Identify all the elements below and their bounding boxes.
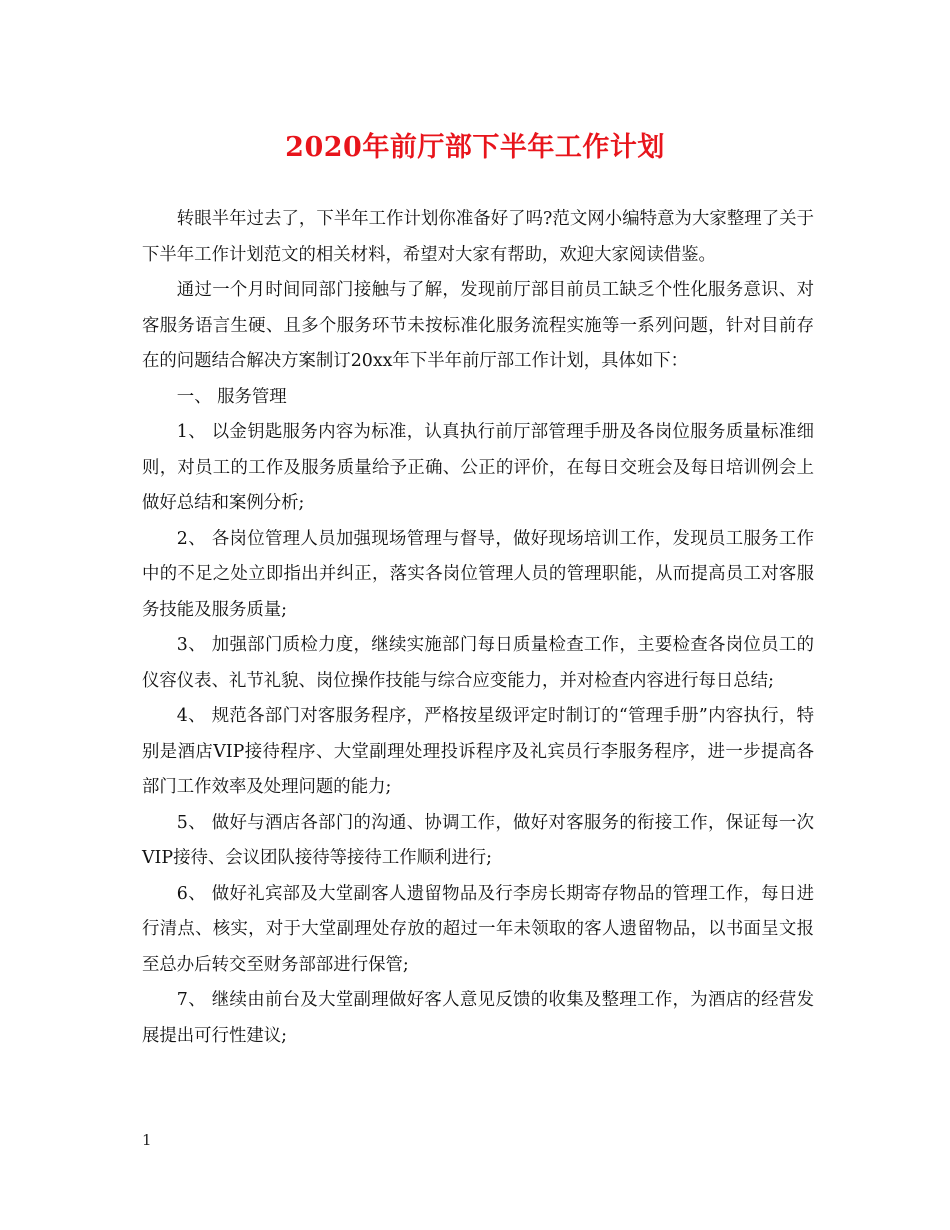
paragraph-intro: 转眼半年过去了，下半年工作计划你准备好了吗?范文网小编特意为大家整理了关于下半年工作计划范文的相关材料，希望对大家有帮助，欢迎大家阅读借鉴。 [142, 209, 814, 265]
list-item-7: 7、 继续由前台及大堂副理做好客人意见反馈的收集及整理工作，为酒店的经营发展提出可行性建议; [142, 990, 814, 1046]
paragraph-background: 通过一个月时间同部门接触与了解，发现前厅部目前员工缺乏个性化服务意识、对客服务语言生硬、且多个服务环节未按标准化服务流程实施等一系列问题，针对目前存在的问题结合解决方案制订20xx年下半年前厅部工作计划，具体如下： [142, 280, 814, 371]
section-heading-service-management: 一、 服务管理 [176, 386, 287, 407]
list-item-4: 4、 规范各部门对客服务程序，严格按星级评定时制订的“管理手册”内容执行，特别是酒店VIP接待程序、大堂副理处理投诉程序及礼宾员行李服务程序，进一步提高各部门工作效率及处理问题的能力; [142, 706, 814, 797]
document-title: 2020年前厅部下半年工作计划 [285, 132, 665, 163]
page-number: 1 [142, 1131, 152, 1149]
list-item-5: 5、 做好与酒店各部门的沟通、协调工作，做好对客服务的衔接工作，保证每一次VIP接待、会议团队接待等接待工作顺利进行; [142, 812, 814, 868]
list-item-2: 2、 各岗位管理人员加强现场管理与督导，做好现场培训工作，发现员工服务工作中的不足之处立即指出并纠正，落实各岗位管理人员的管理职能，从而提高员工对客服务技能及服务质量; [142, 528, 814, 620]
list-item-1: 1、 以金钥匙服务内容为标准，认真执行前厅部管理手册及各岗位服务质量标准细则，对员工的工作及服务质量给予正确、公正的评价，在每日交班会及每日培训例会上做好总结和案例分析; [142, 422, 814, 513]
document-body [142, 202, 814, 1054]
list-item-3: 3、 加强部门质检力度，继续实施部门每日质量检查工作，主要检查各岗位员工的仪容仪表、礼节礼貌、岗位操作技能与综合应变能力，并对检查内容进行每日总结; [142, 635, 814, 691]
list-item-6: 6、 做好礼宾部及大堂副客人遗留物品及行李房长期寄存物品的管理工作，每日进行清点、核实，对于大堂副理处存放的超过一年未领取的客人遗留物品，以书面呈文报至总办后转交至财务部部进行保管; [142, 883, 814, 975]
